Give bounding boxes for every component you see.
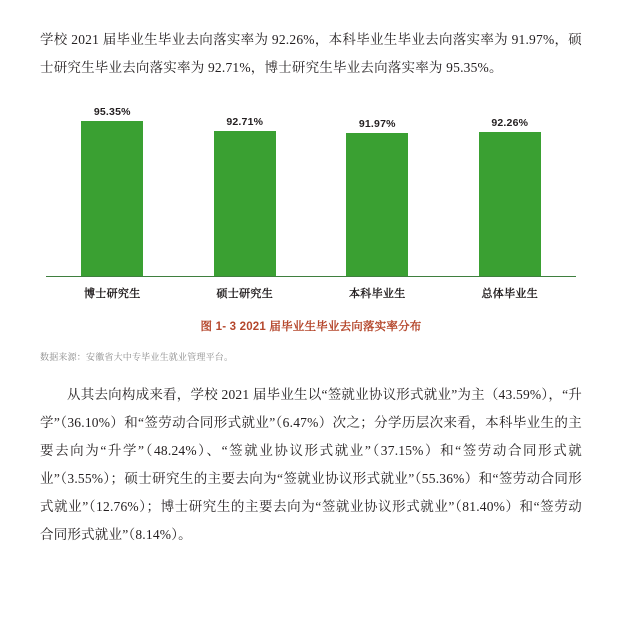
figure-caption: 图 1- 3 2021 届毕业生毕业去向落实率分布 xyxy=(200,320,422,333)
bar-group-3 xyxy=(444,104,577,276)
bar-group-0 xyxy=(46,104,179,276)
body-paragraph: 从其去向构成来看，学校 2021 届毕业生以“签就业协议形式就业”为主（43.59%），“升学”（36.10%）和“签劳动合同形式就业”（6.47%）次之；分学历层次来看，本科毕业生的主要去向为“升学”（48.24%）、“签就业协议形式就业”（37.15%）和“签劳动合同形式就业”（3.55%）；硕士研究生的主要去向为“签就业协议形式就业”（55.36%）和“签劳动合同形式就业”（12.76%）；博士研究生的主要去向为“签就业协议形式就业”（81.40%）和“签劳动合同形式就业”（8.14%）。 xyxy=(40,386,582,542)
bar-group-2 xyxy=(311,104,444,276)
chart-plot-area xyxy=(46,104,576,277)
bar-value-1: 92.71% xyxy=(226,115,264,128)
bar-3 xyxy=(479,132,541,276)
bar-value-2: 91.97% xyxy=(358,117,396,130)
bar-value-0: 95.35% xyxy=(93,105,131,118)
bar-group-1 xyxy=(179,104,312,276)
category-label-0: 博士研究生 xyxy=(84,287,141,300)
bar-value-3: 92.26% xyxy=(491,116,529,129)
figure-source-note: 数据来源：安徽省大中专毕业生就业管理平台。 xyxy=(40,351,234,362)
bar-0 xyxy=(81,121,143,276)
category-label-1: 硕士研究生 xyxy=(216,287,273,300)
category-label-3: 总体毕业生 xyxy=(481,287,538,300)
category-label-2: 本科毕业生 xyxy=(349,287,406,300)
report-page xyxy=(0,14,622,618)
bar-2 xyxy=(346,133,408,276)
chart-bars xyxy=(46,104,576,276)
intro-paragraph: 学校 2021 届毕业生毕业去向落实率为 92.26%，本科毕业生毕业去向落实率为 91.97%，硕士研究生毕业去向落实率为 92.71%，博士研究生毕业去向落实率为 95.35%。 xyxy=(40,31,582,75)
chart-category-labels xyxy=(46,277,576,301)
bar-chart xyxy=(40,104,582,304)
bar-1 xyxy=(214,131,276,276)
